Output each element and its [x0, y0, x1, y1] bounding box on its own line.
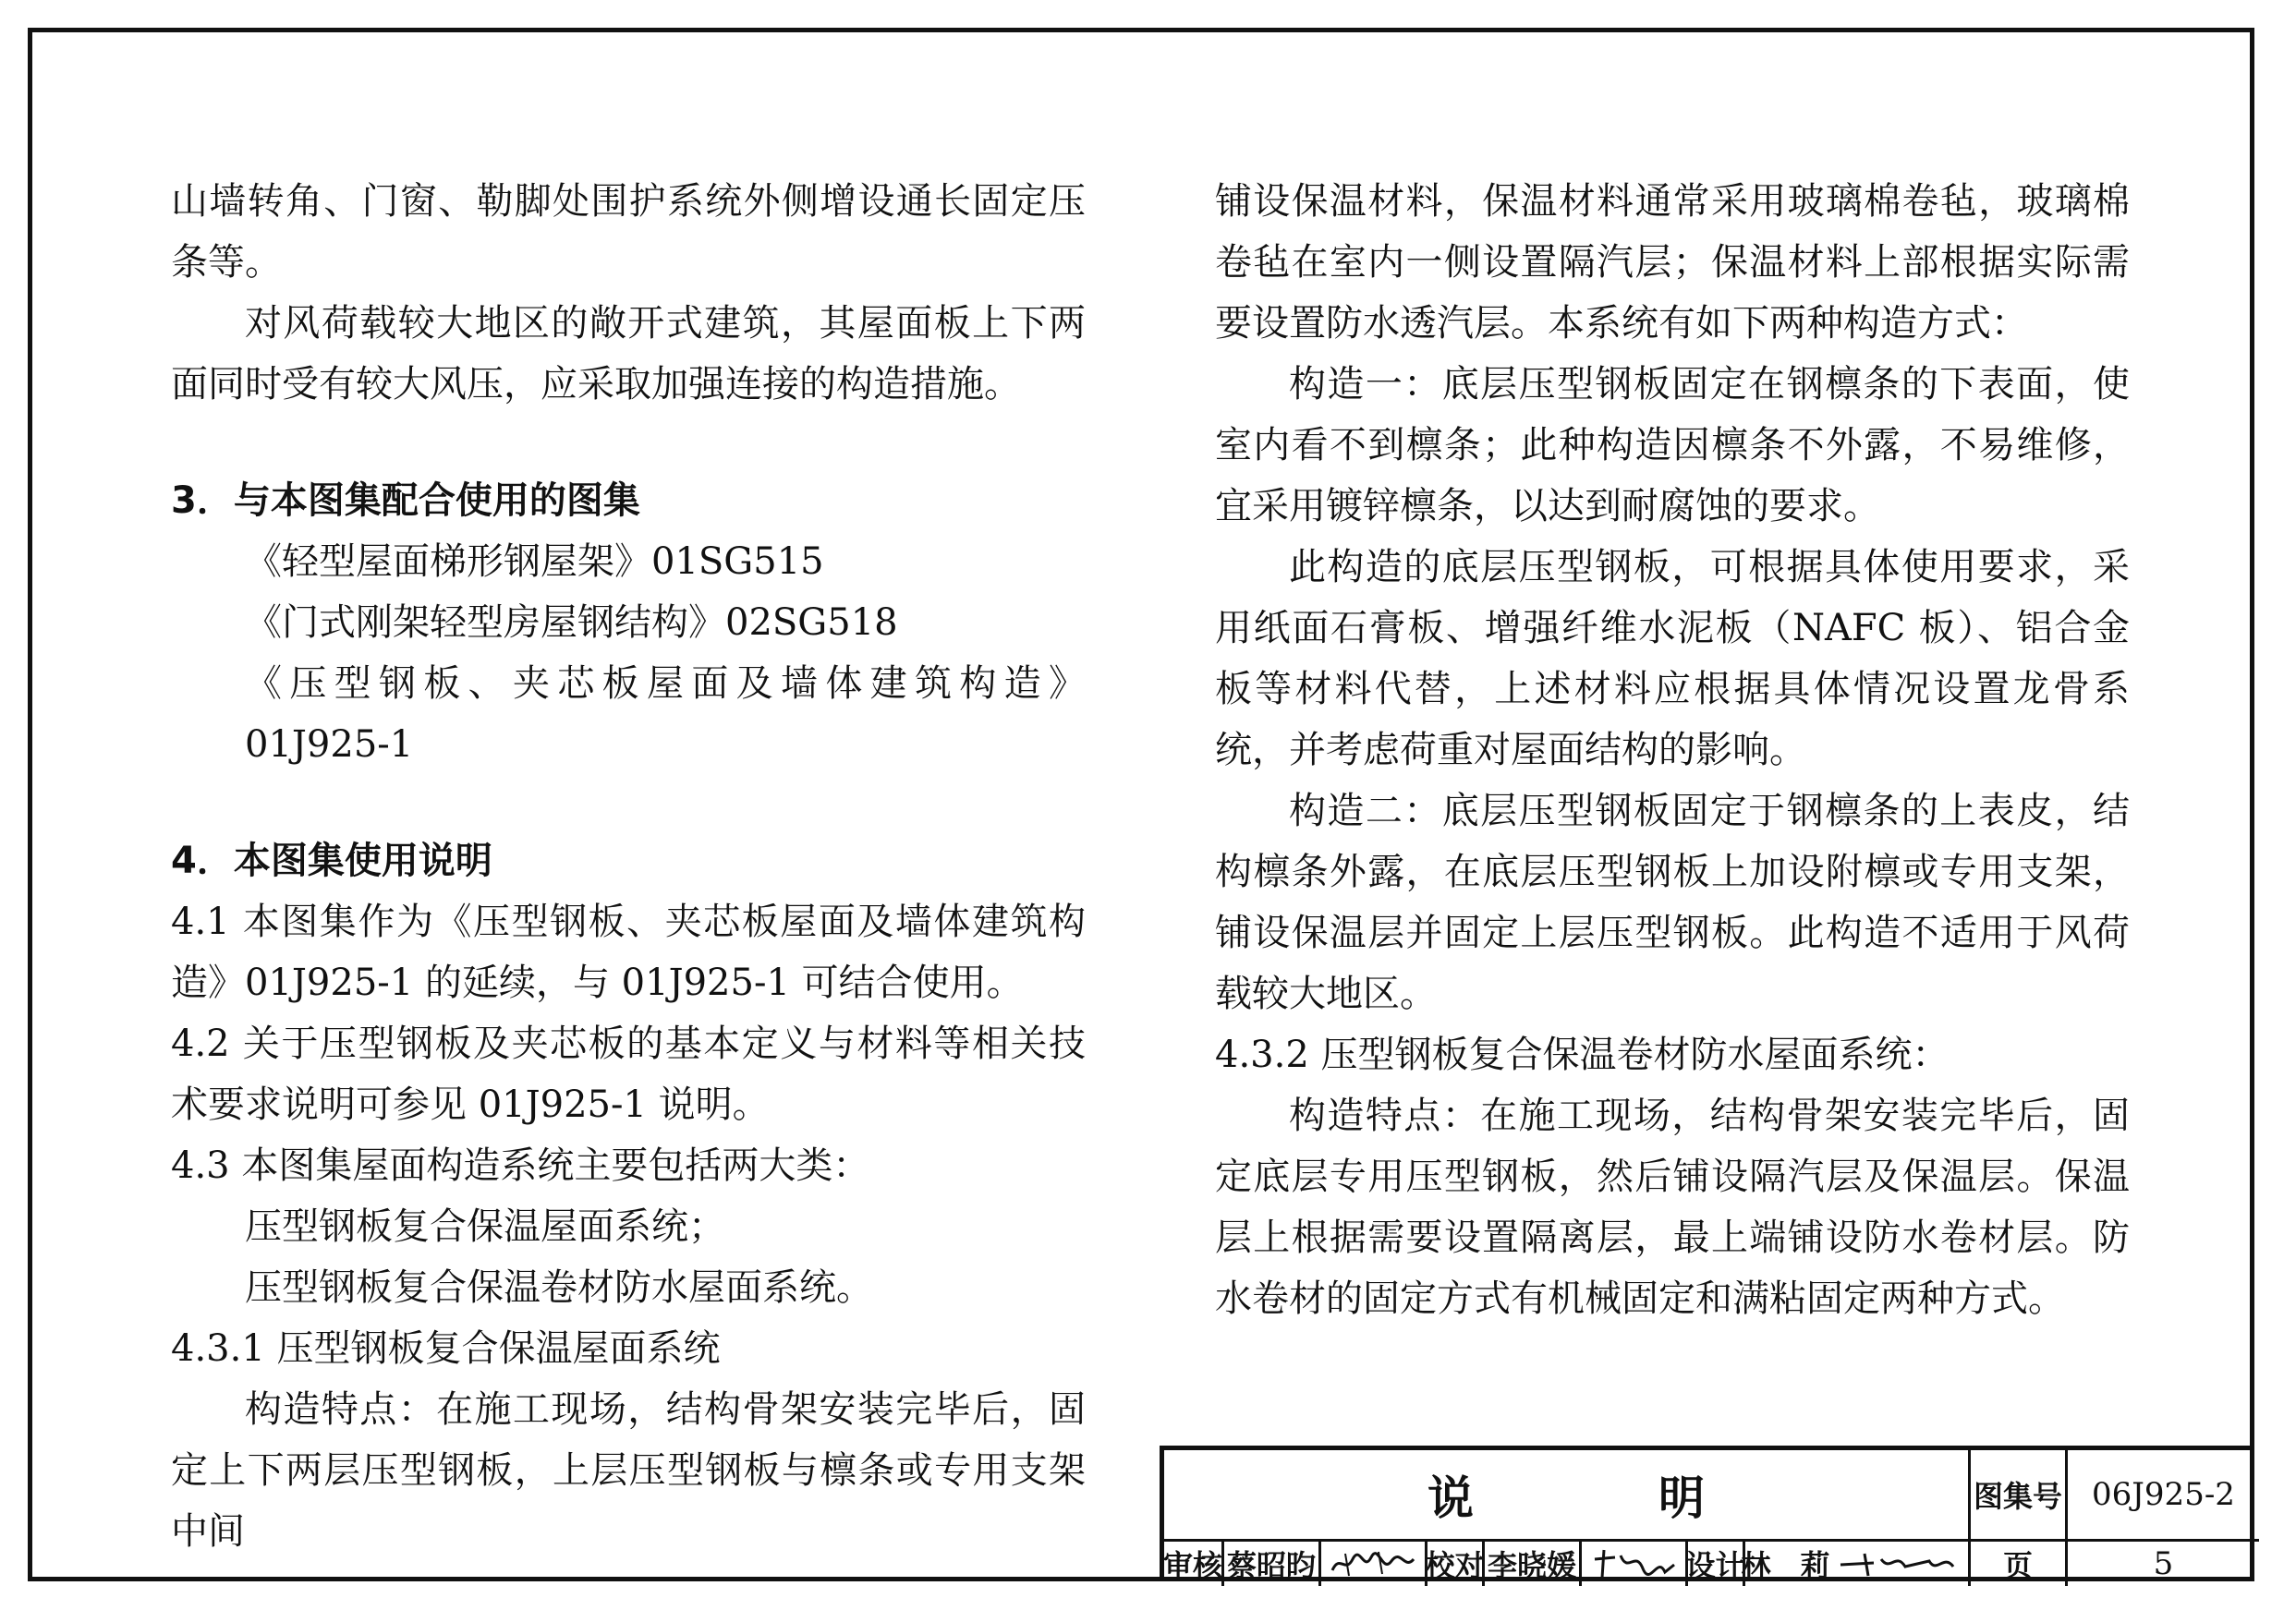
signature-scribble-icon — [1587, 1546, 1680, 1581]
signature-scribble-icon — [1327, 1546, 1419, 1581]
clause-4-1: 4.1 本图集作为《压型钢板、夹芯板屋面及墙体建筑构造》01J925-1 的延续，与 01J925-1 可结合使用。 — [171, 901, 1086, 1004]
designer-signature — [1826, 1539, 1968, 1586]
paragraph: 对风荷载较大地区的敞开式建筑，其屋面板上下两面同时受有较大风压，应采取加强连接的构造措施。 — [171, 302, 1086, 406]
reference-item: 《轻型屋面梯形钢屋架》01SG515 — [245, 540, 824, 583]
left-column — [171, 171, 1086, 1562]
paragraph: 构造二：底层压型钢板固定于钢檩条的上表皮，结构檩条外露，在底层压型钢板上加设附檩或专用支架，铺设保温层并固定上层压型钢板。此构造不适用于风荷载较大地区。 — [1215, 790, 2130, 1015]
check-label: 校对 — [1425, 1539, 1482, 1586]
designer-name: 林 莉 — [1743, 1539, 1826, 1586]
sheet-title: 说明 — [1427, 1471, 1889, 1525]
design-label: 设计 — [1685, 1539, 1743, 1586]
title-block — [1160, 1446, 2254, 1581]
checker-signature — [1579, 1539, 1685, 1586]
section-4-heading: 4．本图集使用说明 — [171, 840, 492, 882]
paragraph: 构造特点：在施工现场，结构骨架安装完毕后，固定上下两层压型钢板，上层压型钢板与檩条或专用支架中间 — [171, 1388, 1086, 1553]
paragraph: 此构造的底层压型钢板，可根据具体使用要求，采用纸面石膏板、增强纤维水泥板（NAFC 板）、铝合金板等材料代替，上述材料应根据具体情况设置龙骨系统，并考虑荷重对屋面结构的影响。 — [1215, 546, 2130, 771]
signature-scribble-icon — [1837, 1546, 1957, 1581]
list-item: 压型钢板复合保温屋面系统； — [245, 1205, 725, 1248]
clause-4-3: 4.3 本图集屋面构造系统主要包括两大类： — [171, 1144, 870, 1187]
list-item: 压型钢板复合保温卷材防水屋面系统。 — [245, 1266, 873, 1309]
reference-item: 《压型钢板、夹芯板屋面及墙体建筑构造》01J925-1 — [245, 662, 1086, 766]
reviewer-signature — [1318, 1539, 1425, 1586]
paragraph: 构造一：底层压型钢板固定在钢檩条的下表面，使室内看不到檩条；此种构造因檩条不外露，不易维修，宜采用镀锌檩条，以达到耐腐蚀的要求。 — [1215, 363, 2130, 527]
atlas-number-label: 图集号 — [1968, 1450, 2065, 1539]
section-3-heading: 3．与本图集配合使用的图集 — [171, 479, 640, 522]
clause-4-3-2: 4.3.2 压型钢板复合保温卷材防水屋面系统： — [1215, 1034, 1950, 1076]
reference-item: 《门式刚架轻型房屋钢结构》02SG518 — [245, 601, 898, 644]
paragraph: 铺设保温材料，保温材料通常采用玻璃棉卷毡，玻璃棉卷毡在室内一侧设置隔汽层；保温材料上部根据实际需要设置防水透汽层。本系统有如下两种构造方式： — [1215, 180, 2130, 345]
right-column — [1215, 171, 2130, 1329]
review-label: 审核 — [1164, 1539, 1221, 1586]
atlas-number: 06J925-2 — [2065, 1450, 2259, 1539]
paragraph: 山墙转角、门窗、勒脚处围护系统外侧增设通长固定压条等。 — [171, 180, 1086, 284]
reviewer-name: 蔡昭昀 — [1221, 1539, 1318, 1586]
paragraph: 构造特点：在施工现场，结构骨架安装完毕后，固定底层专用压型钢板，然后铺设隔汽层及保温层。保温层上根据需要设置隔离层，最上端铺设防水卷材层。防水卷材的固定方式有机械固定和满粘固定两种方式。 — [1215, 1095, 2130, 1320]
checker-name: 李晓媛 — [1482, 1539, 1579, 1586]
clause-4-3-1: 4.3.1 压型钢板复合保温屋面系统 — [171, 1327, 721, 1370]
page-label: 页 — [1968, 1539, 2065, 1586]
page-number: 5 — [2065, 1539, 2259, 1586]
clause-4-2: 4.2 关于压型钢板及夹芯板的基本定义与材料等相关技术要求说明可参见 01J925-1 说明。 — [171, 1023, 1086, 1126]
